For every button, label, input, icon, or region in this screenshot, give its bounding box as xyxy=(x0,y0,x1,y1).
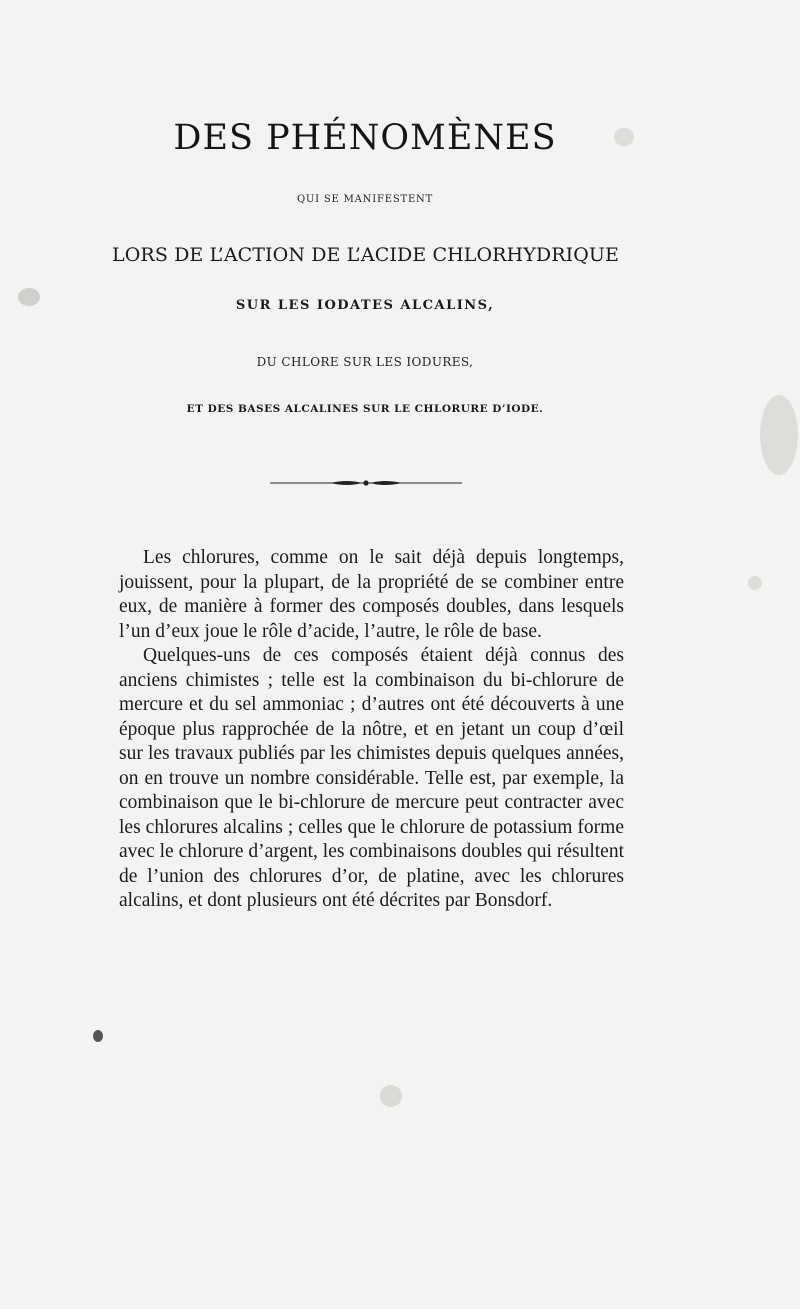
title-sur: SUR LES IODATES ALCALINS, xyxy=(235,298,495,313)
foxing-spot xyxy=(93,1030,103,1042)
title-main: DES PHÉNOMÈNES xyxy=(173,118,557,158)
paragraph-1: Les chlorures, comme on le sait déjà depuis longtemps, jouissent, pour la plupart, de la propriété de se combiner entre eux, de manière à former des composés doubles, dans lesquels l’un d’eux joue le rôle d’acide, l’autre, le rôle de base. xyxy=(119,547,624,642)
ornamental-rule-icon xyxy=(270,478,462,488)
paragraph-2: Quelques-uns de ces composés étaient déjà connus des anciens chimistes ; telle est la combinaison du bi-chlorure de mercure et du sel ammoniac ; d’autres ont été découverts à une époque plus rapprochée de la nôtre, et en jetant un coup d’œil sur les travaux publiés par les chimistes depuis quelques années, on en trouve un nombre considérable. Telle est, par exemple, la combinaison que le bi-chlorure de mercure peut contracter avec les chlorures alcalins ; celles que le chlorure de potassium forme avec le chlorure d’argent, les combinaisons doubles qui résultent de l’union des chlorures d’or, de platine, avec les chlorures alcalins, et dont plusieurs ont été décrites par Bonsdorf. xyxy=(119,645,624,911)
title-et: ET DES BASES ALCALINES SUR LE CHLORURE D’IODE. xyxy=(186,403,544,415)
foxing-spot xyxy=(18,288,40,306)
title-lors: LORS DE L’ACTION DE L’ACIDE CHLORHYDRIQUE xyxy=(112,244,619,266)
foxing-spot xyxy=(760,395,798,475)
title-du: DU CHLORE SUR LES IODURES, xyxy=(256,355,474,369)
foxing-spot xyxy=(748,576,762,590)
title-subtitle: QUI SE MANIFESTENT xyxy=(296,194,434,205)
body-text xyxy=(119,546,624,914)
foxing-spot xyxy=(380,1085,402,1107)
